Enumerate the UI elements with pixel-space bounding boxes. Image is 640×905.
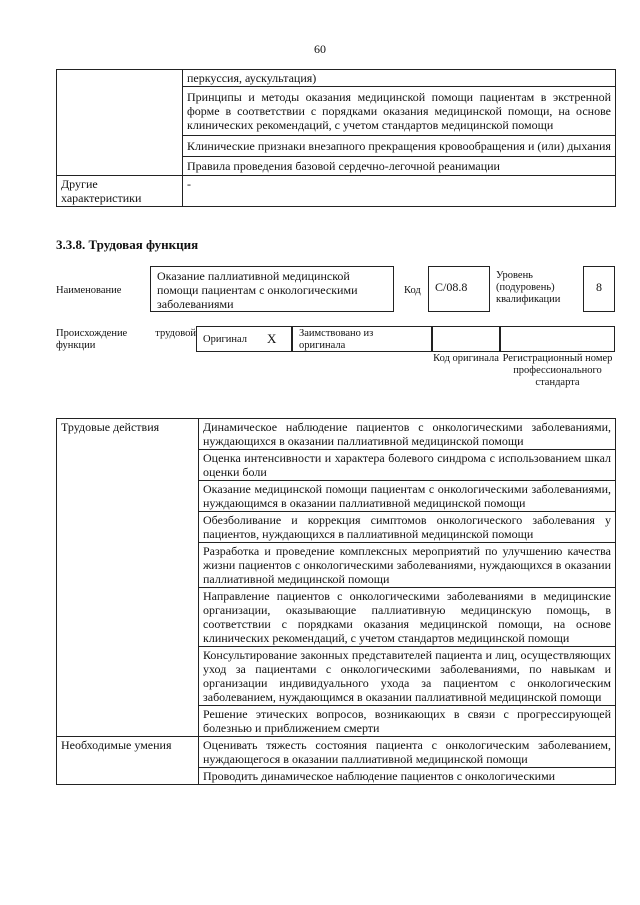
labor-actions-label: Трудовые действия [57, 419, 199, 737]
main-table [56, 418, 616, 785]
section-title: 3.3.8. Трудовая функция [56, 237, 199, 252]
top-table [56, 69, 616, 207]
code-label: Код [404, 285, 421, 296]
reg-caption: Регистрационный номер профессионального стандарта [502, 353, 613, 388]
page-number: 60 [314, 42, 326, 56]
labor-action: Направление пациентов с онкологическими заболеваниями в медицинские организации, оказывающие паллиативную медицинскую помощь, в соответствии с порядками оказания медицинской помощи, на основе клинических рекомендаций, с учетом стандартов медицинской помощи [199, 588, 616, 647]
code-value-box [428, 266, 490, 312]
table-row [57, 737, 616, 768]
skill: Проводить динамическое наблюдение пациентов с онкологическими [199, 768, 616, 785]
other-characteristics-value: - [183, 176, 616, 207]
skill: Оценивать тяжесть состояния пациента с онкологическим заболеванием, нуждающегося в оказании паллиативной медицинской помощи [199, 737, 616, 768]
labor-action: Разработка и проведение комплексных мероприятий по улучшению качества жизни пациентов с онкологическими заболеваниями, нуждающихся в оказании паллиативной медицинской помощи [199, 543, 616, 588]
labor-action: Обезболивание и коррекция симптомов онкологического заболевания у пациентов, нуждающихся в паллиативной медицинской помощи [199, 512, 616, 543]
table-row [57, 176, 616, 207]
table-cell: перкуссия, аускультация) [183, 70, 616, 87]
code-caption: Код оригинала [433, 353, 499, 364]
original-mark: X [267, 331, 277, 346]
origin-original-box [196, 326, 292, 352]
origin-borrowed-box [292, 326, 432, 352]
labor-action: Оказание медицинской помощи пациентам с онкологическими заболеваниями, нуждающимся в оказании паллиативной медицинской помощи [199, 481, 616, 512]
function-name: Оказание паллиативной медицинской помощи пациентам с онкологическими заболеваниями [157, 269, 358, 311]
origin-label: Происхождение трудовой функции [56, 328, 196, 351]
origin-code-box [432, 326, 500, 352]
table-row [57, 70, 616, 87]
labor-action: Решение этических вопросов, возникающих в связи с прогрессирующей болезнью и приближением смерти [199, 706, 616, 737]
origin-reg-box [500, 326, 615, 352]
table-row [57, 419, 616, 450]
other-characteristics-label: Другие характеристики [57, 176, 183, 207]
level-value: 8 [596, 280, 602, 294]
borrowed-label: Заимствовано из оригинала [299, 328, 374, 351]
original-label: Оригинал [203, 334, 247, 345]
table-cell: Правила проведения базовой сердечно-легочной реанимации [183, 157, 616, 176]
table-cell: Принципы и методы оказания медицинской помощи пациентам в экстренной форме в соответствии с порядками оказания медицинской помощи, на основе клинических рекомендаций, с учетом стандартов медицинской помощи [183, 87, 616, 136]
level-value-box [583, 266, 615, 312]
labor-action: Динамическое наблюдение пациентов с онкологическими заболеваниями, нуждающихся в оказании паллиативной медицинской помощи [199, 419, 616, 450]
table-cell: Клинические признаки внезапного прекращения кровообращения и (или) дыхания [183, 136, 616, 157]
skills-label: Необходимые умения [57, 737, 199, 785]
name-label: Наименование [56, 285, 122, 296]
function-code: C/08.8 [435, 280, 468, 294]
labor-action: Консультирование законных представителей пациента и лиц, осуществляющих уход за пациентами с онкологическими заболеваниями, по навыкам и организации индивидуального ухода за пациентом с онкологическим заболеванием, нуждающимся в оказании паллиативной медицинской помощи [199, 647, 616, 706]
labor-action: Оценка интенсивности и характера болевого синдрома с использованием шкал оценки боли [199, 450, 616, 481]
empty-cell [57, 70, 183, 176]
name-value-box [150, 266, 394, 312]
level-label: Уровень (подуровень) квалификации [496, 270, 561, 305]
